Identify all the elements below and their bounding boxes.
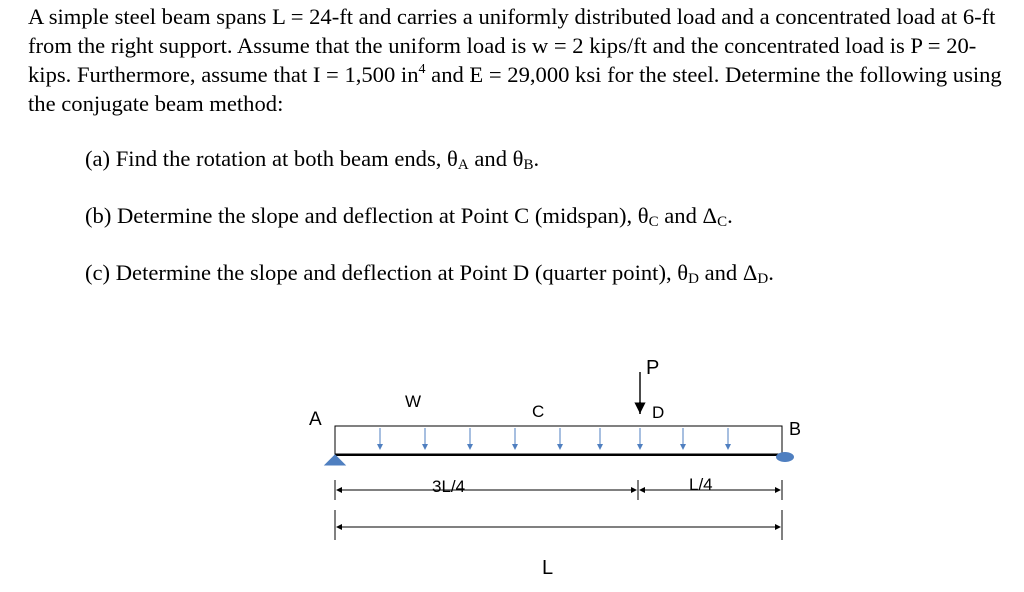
roller-support-icon bbox=[776, 452, 794, 462]
exponent: 4 bbox=[418, 62, 426, 77]
label-b: B bbox=[789, 419, 802, 439]
part-a: (a) Find the rotation at both beam ends, $\theta_A$ and $\theta_B$. bbox=[85, 146, 540, 173]
label-c: C bbox=[532, 402, 545, 421]
label-w: W bbox=[405, 392, 422, 411]
beam-load-area bbox=[335, 426, 782, 454]
distributed-load-arrows bbox=[380, 428, 728, 447]
label-d: D bbox=[652, 403, 665, 422]
pin-support-icon bbox=[325, 455, 345, 465]
dim-label-3l4: 3L/4 bbox=[432, 477, 466, 496]
label-a: A bbox=[309, 409, 322, 430]
label-p: P bbox=[646, 357, 660, 379]
dimension-total bbox=[335, 510, 782, 540]
problem-intro-tail: and E = 29,000 ksi for the steel. Determine the following using the conjugate beam method: bbox=[28, 62, 1002, 116]
dim-label-l4: L/4 bbox=[689, 475, 713, 494]
dim-label-l: L bbox=[542, 557, 554, 579]
dimension-row-1 bbox=[335, 480, 782, 500]
part-b: (b) Determine the slope and deflection at Point C (midspan), $\theta_C$ and $\Delta_C$. bbox=[85, 203, 733, 230]
part-c: (c) Determine the slope and deflection at Point D (quarter point), $\theta_D$ and $\Delta_D$. bbox=[85, 260, 774, 287]
problem-intro: A simple steel beam spans L = 24-ft and carries a uniformly distributed load and a concentrated load at 6-ft from the right support. Assume that the uniform load is w = 2 kips/ft and the concentrated load is P = 20-kips. Furthermore, assume that I = 1,500 in bbox=[28, 4, 996, 87]
